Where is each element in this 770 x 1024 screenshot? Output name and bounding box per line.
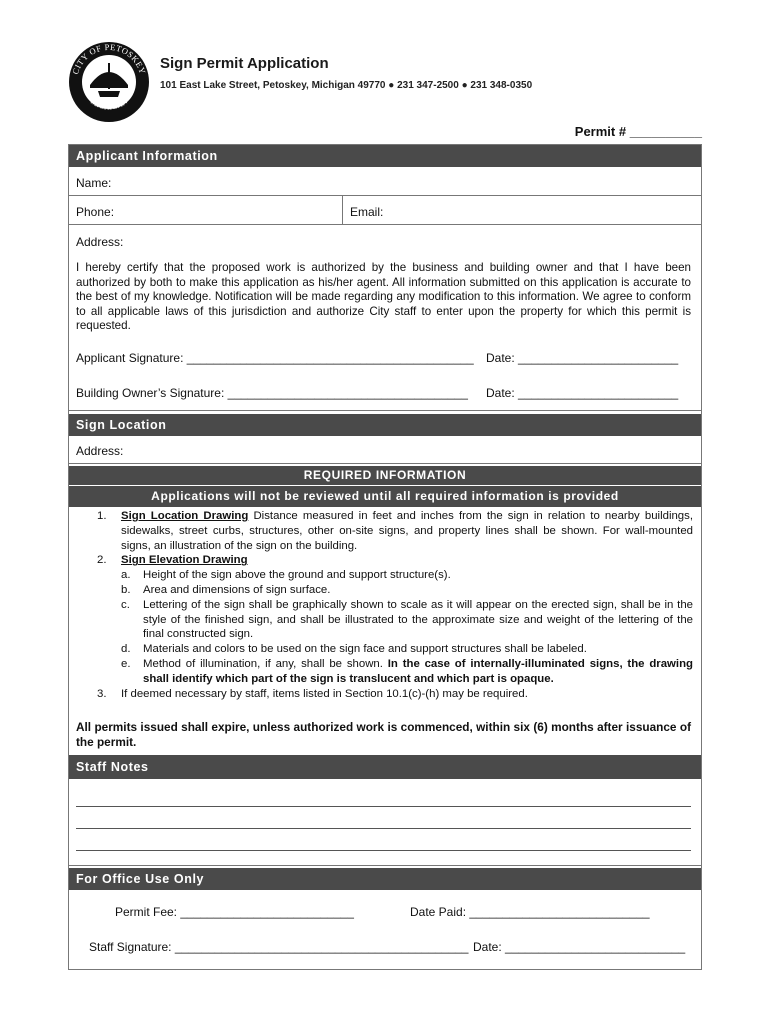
item-title: Sign Elevation Drawing [121,554,248,567]
permit-fee-field[interactable]: Permit Fee: __________________________ [115,905,354,919]
sign-address-field[interactable] [69,436,701,464]
city-seal-logo [68,41,150,123]
sub-item: d. Materials and colors to be used on the sign face and support structures shall be labeled. [121,643,587,656]
name-field[interactable] [69,167,701,196]
address-field[interactable]: Address: [76,235,124,249]
office-address: 101 East Lake Street, Petoskey, Michigan 49770 ● 231 347-2500 ● 231 348-0350 [160,80,533,91]
date-paid-field[interactable]: Date Paid: ___________________________ [410,905,650,919]
required-information-subheader: Applications will not be reviewed until all required information is provided [69,486,701,507]
seal-bottom-text: MICHIGAN [88,96,130,112]
page-title: Sign Permit Application [160,55,329,72]
office-use-header: For Office Use Only [69,868,701,890]
staff-notes-line[interactable] [76,806,691,807]
staff-notes-header: Staff Notes [69,755,701,779]
owner-date-field[interactable]: Date: ________________________ [486,386,679,400]
item-title: Sign Location Drawing [121,510,249,522]
email-field[interactable]: Email: [350,205,384,219]
sign-location-header: Sign Location [69,414,701,436]
application-form [68,144,702,970]
phone-email-row [69,196,701,225]
sign-address-label: Address: [76,444,124,458]
list-item: 2. Sign Elevation Drawing a. Height of the sign above the ground and support structure(s). b. Area and dimensions of sign surface. c. Lettering of the sign shall be graphically shown to scale as it will appear on the erected sign, shall be in the style of the finished sign, and shall be illustrated to the approximate size and weight of the lettering of the final constructed sign. d. Materials and colors to be used on the sign face and support structures shall be labeled. e. Method of illumination, if any, shall be shown. In the case of internally-illuminated signs, the drawing shall identify which part of the sign is translucent and which part is opaque. [97,554,693,685]
seal-top-text: CITY OF PETOSKEY [70,41,148,76]
address-certification-block [69,225,701,411]
staff-notes-line[interactable] [76,828,691,829]
sub-item: e. Method of illumination, if any, shall be shown. In the case of internally-illuminated signs, the drawing shall identify which part of the sign is translucent and which part is opaque. [121,657,693,685]
required-items-list [69,509,701,701]
staff-notes-line[interactable] [76,850,691,851]
applicant-information-header: Applicant Information [69,145,701,167]
sub-item: a. Height of the sign above the ground and support structure(s). [121,569,451,582]
owner-signature-field[interactable]: Building Owner’s Signature: ____________________________________ [76,386,468,400]
staff-signature-field[interactable]: Staff Signature: ____________________________________________ [89,940,469,954]
name-label: Name: [76,176,112,190]
phone-field[interactable]: Phone: [76,205,115,219]
applicant-date-field[interactable]: Date: ________________________ [486,351,679,365]
sub-item: c. Lettering of the sign shall be graphically shown to scale as it will appear on the erected sign, shall be in the style of the finished sign, and shall be illustrated to the approximate size and weight of the lettering of the final constructed sign. [121,598,693,641]
applicant-signature-field[interactable]: Applicant Signature: ___________________________________________ [76,351,474,365]
permit-expiry-notice: All permits issued shall expire, unless authorized work is commenced, within six (6) months after issuance of the permit. [76,720,691,749]
list-item: 3. If deemed necessary by staff, items listed in Section 10.1(c)-(h) may be required. [97,687,528,700]
divider [69,865,701,866]
list-item: 1. Sign Location Drawing Distance measured in feet and inches from the sign in relation to nearby buildings, sidewalks, street curbs, structures, other on-site signs, and property lines shall be shown. For wall-mounted signs, an illustration of the sign on the building. [97,510,694,552]
sub-item: b. Area and dimensions of sign surface. [121,583,331,596]
certification-text: I hereby certify that the proposed work is authorized by the business and building owner and that I have been authorized by both to make this application as his/her agent. All information submitted on this application is accurate to the best of my knowledge. Notification will be made regarding any modification to this information. We agree to conform to all applicable laws of this jurisdiction and authorize City staff to enter upon the property for which this permit is requested. [76,261,691,333]
permit-number-field[interactable]: Permit # __________ [574,124,702,139]
required-information-header: REQUIRED INFORMATION [69,466,701,485]
field-divider [342,196,343,224]
office-date-field[interactable]: Date: ___________________________ [473,940,686,954]
